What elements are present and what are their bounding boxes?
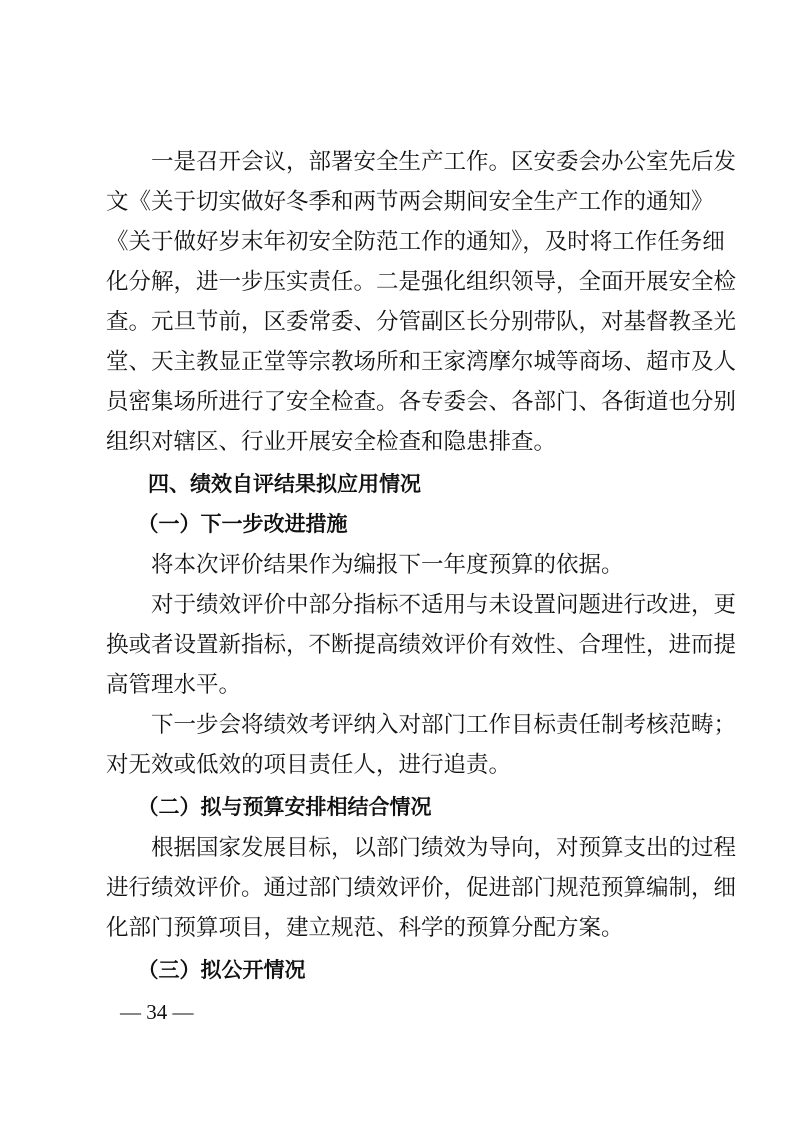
subsection-heading: （一）下一步改进措施: [106, 512, 348, 536]
subsection-heading: （二）拟与预算安排相结合情况: [106, 795, 432, 819]
subsection-heading: （三）拟公开情况: [106, 958, 306, 982]
text-line: 组织对辖区、行业开展安全检查和隐患排查。: [106, 429, 557, 455]
text-line: 进行绩效评价。通过部门绩效评价，促进部门规范预算编制，细: [106, 875, 737, 901]
text-line: 《关于做好岁末年初安全防范工作的通知》，及时将工作任务细: [106, 229, 725, 255]
text-line: 将本次评价结果作为编报下一年度预算的依据。: [106, 552, 624, 578]
text-line: 下一步会将绩效考评纳入对部门工作目标责任制考核范畴；: [106, 712, 737, 738]
text-line: 一是召开会议，部署安全生产工作。区安委会办公室先后发: [106, 149, 737, 175]
text-line: 换或者设置新指标，不断提高绩效评价有效性、合理性，进而提: [106, 632, 737, 658]
page-number: — 34 —: [120, 1000, 194, 1024]
text-line: 对无效或低效的项目责任人，进行追责。: [106, 752, 512, 778]
text-line: 文《关于切实做好冬季和两节两会期间安全生产工作的通知》: [106, 189, 714, 215]
text-line: 查。元旦节前，区委常委、分管副区长分别带队，对基督教圣光: [106, 309, 737, 335]
text-line: 根据国家发展目标，以部门绩效为导向，对预算支出的过程: [106, 835, 737, 861]
text-line: 对于绩效评价中部分指标不适用与未设置问题进行改进，更: [106, 592, 737, 618]
text-line: 高管理水平。: [106, 672, 242, 698]
section-heading: 四、绩效自评结果拟应用情况: [106, 472, 421, 496]
text-line: 员密集场所进行了安全检查。各专委会、各部门、各街道也分别: [106, 389, 737, 415]
text-line: 化部门预算项目，建立规范、科学的预算分配方案。: [106, 915, 624, 941]
text-line: 堂、天主教显正堂等宗教场所和王家湾摩尔城等商场、超市及人: [106, 349, 737, 375]
text-line: 化分解，进一步压实责任。二是强化组织领导，全面开展安全检: [106, 269, 737, 295]
